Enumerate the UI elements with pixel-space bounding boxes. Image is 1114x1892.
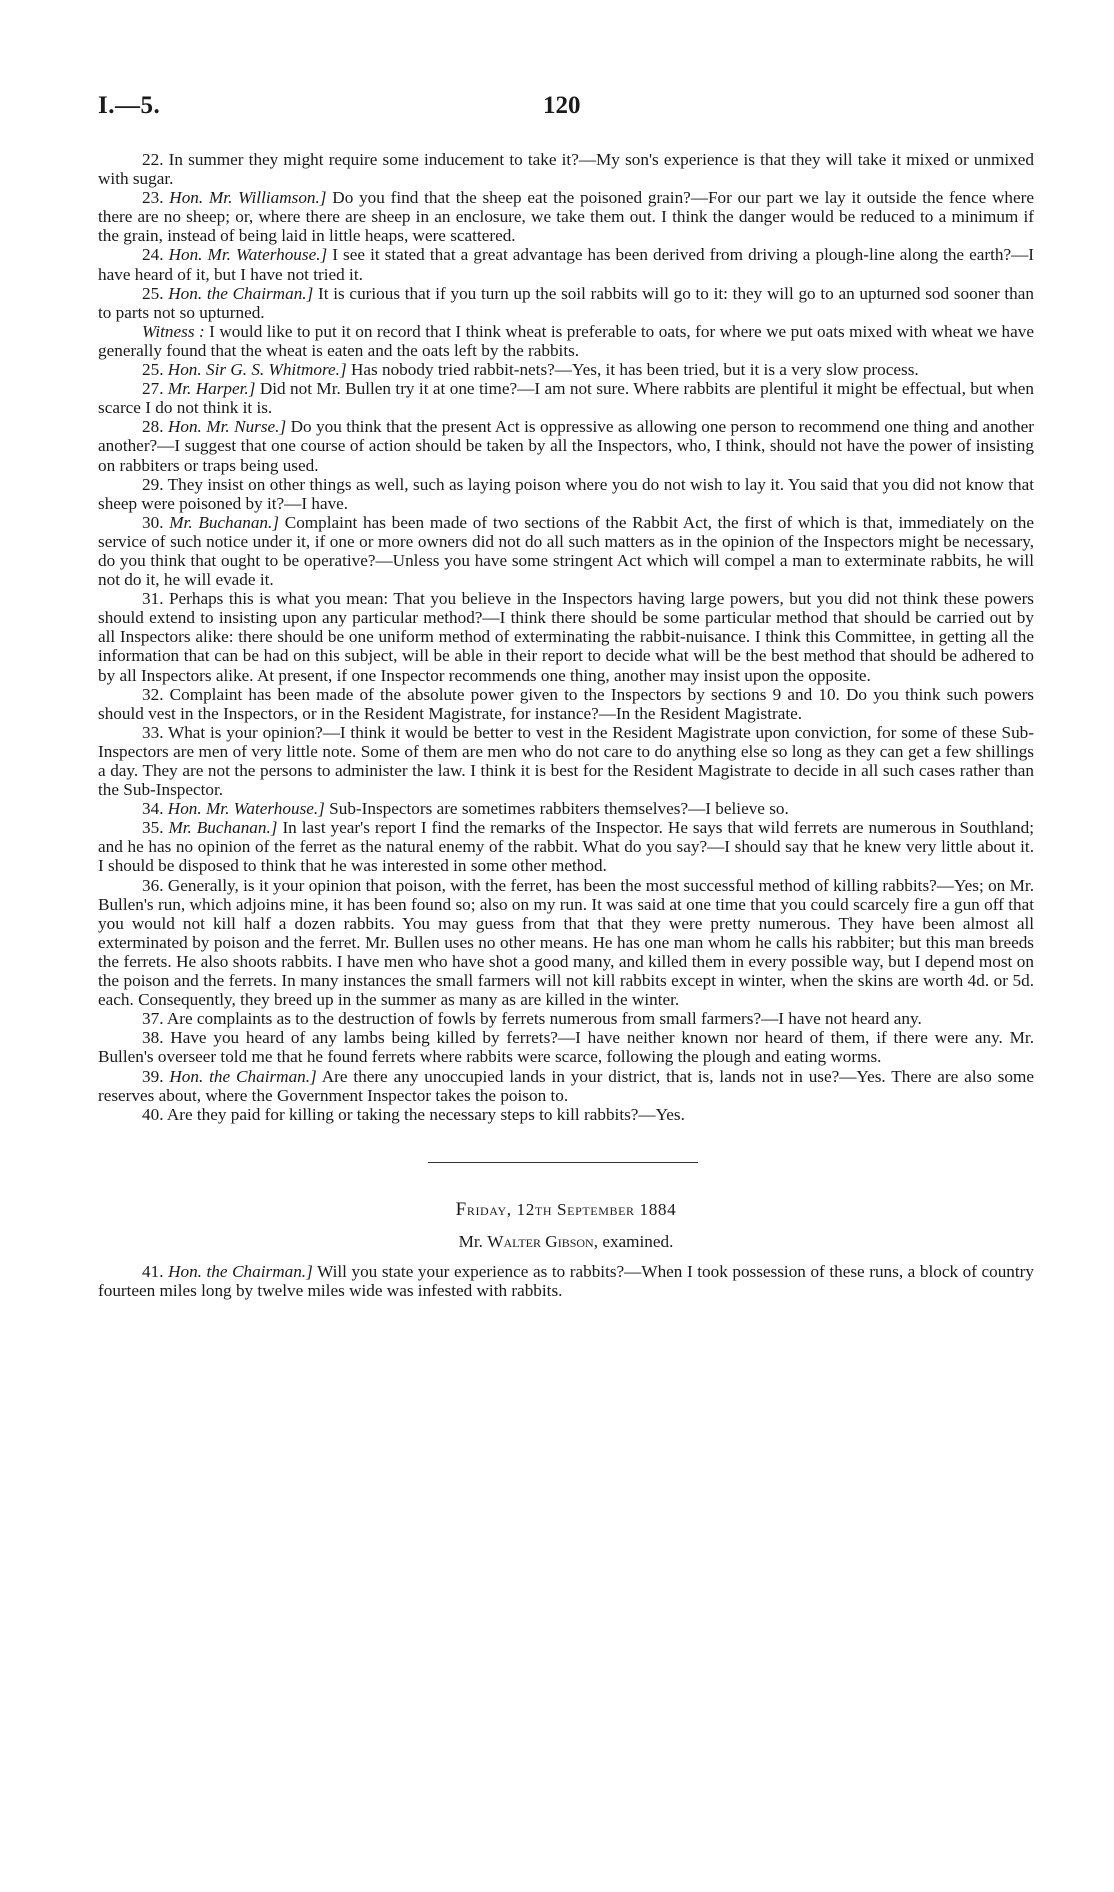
- paragraph-text: 36. Generally, is it your opinion that poison, with the ferret, has been the most successful method of killing rabbits?—Yes; on Mr. Bullen's run, which adjoins mine, it has been found so; also on my run. It was said at one time that you could scarcely fire a gun off that you would not kill half a dozen rabbits. You may guess from that that they were pretty numerous. They have been almost all exterminated by poison and the ferret. Mr. Bullen uses no other means. He has one man whom he calls his rabbiter; but this man breeds the ferrets. He also shoots rabbits. I have men who have shot a good many, and killed them in every possible way, but I depend most on the poison and the ferrets. In many instances the small farmers will not kill rabbits except in winter, when the skins are worth 4d. or 5d. each. Consequently, they breed up in the summer as many as are killed in the winter.: [98, 875, 1034, 1010]
- question-number: 39.: [142, 1066, 164, 1086]
- paragraph-text: Do you think that the present Act is oppressive as allowing one person to recommend one thing and another another?—I suggest that one course of action should be taken by all the Inspectors, who, I think, should not have the power of insisting on rabbiters or traps being used.: [98, 417, 1035, 475]
- evidence-paragraph: [98, 322, 1034, 360]
- paragraph-text: I would like to put it on record that I think wheat is preferable to oats, for where we put oats mixed with wheat we have generally found that the wheat is eaten and the oats left by the rabbits.: [98, 321, 1034, 360]
- page-header: [98, 92, 1034, 132]
- question-number: 35.: [142, 818, 164, 838]
- paragraph-text: Did not Mr. Bullen try it at one time?—I am not sure. Where rabbits are plentiful it might be effectual, but when scarce I do not think it is.: [98, 379, 1034, 418]
- final-paragraph: [98, 1262, 1034, 1300]
- question-number: 25.: [142, 283, 164, 303]
- speaker-name: Hon. the Chairman.]: [169, 1066, 317, 1086]
- paragraph-text: In last year's report I find the remarks of the Inspector. He says that wild ferrets are numerous in Southland; and he has no opinion of the ferret as the natural enemy of the rabbit. What do you say?—I should say that he knew very little about it. I should be disposed to think that he was interested in some other method.: [98, 818, 1035, 876]
- paragraph-text: Has nobody tried rabbit-nets?—Yes, it has been tried, but it is a very slow process.: [350, 360, 919, 380]
- question-number: 28.: [142, 417, 164, 437]
- document-body: [98, 150, 1034, 1300]
- paragraph-text: It is curious that if you turn up the soil rabbits will go to it: they will go to an upturned sod sooner than to parts not so upturned.: [98, 283, 1034, 322]
- evidence-paragraph: [98, 360, 1034, 379]
- evidence-paragraph: [98, 1009, 1034, 1028]
- paragraph-text: 29. They insist on other things as well, such as laying poison where you do not wish to lay it. You said that you did not know that sheep were poisoned by it?—I have.: [98, 474, 1034, 513]
- paragraph-text: Will you state your experience as to rabbits?—When I took possession of these runs, a block of country fourteen miles long by twelve miles wide was infested with rabbits.: [98, 1261, 1034, 1300]
- document-reference: I.—5.: [98, 92, 161, 119]
- paragraph-text: I see it stated that a great advantage has been derived from driving a plough-line along the earth?—I have heard of it, but I have not tried it.: [98, 245, 1035, 284]
- evidence-paragraph: [98, 1028, 1034, 1066]
- question-number: 27.: [142, 379, 164, 399]
- section-separator: [98, 1124, 1034, 1194]
- speaker-name: Hon. the Chairman.]: [168, 283, 314, 303]
- witness-heading: Mr. Walter Gibson, examined.: [458, 1231, 674, 1251]
- speaker-name: Hon. Mr. Waterhouse.]: [167, 799, 325, 819]
- question-number: 24.: [142, 245, 164, 265]
- horizontal-rule: [428, 1162, 698, 1163]
- session-date: Friday, 12th September 1884: [455, 1198, 677, 1220]
- speaker-name: Mr. Buchanan.]: [168, 818, 278, 838]
- question-number: 41.: [142, 1261, 164, 1281]
- evidence-paragraph: [98, 245, 1034, 283]
- evidence-paragraph: [98, 513, 1034, 589]
- evidence-paragraph: [98, 417, 1034, 474]
- evidence-paragraphs: [98, 150, 1034, 1124]
- evidence-paragraph: [98, 379, 1034, 417]
- question-number: 34.: [142, 799, 164, 819]
- evidence-paragraph: [98, 1105, 1034, 1124]
- speaker-name: Hon. Mr. Williamson.]: [169, 188, 327, 208]
- question-number: 30.: [142, 512, 164, 532]
- speaker-name: Hon. the Chairman.]: [168, 1261, 313, 1281]
- evidence-paragraph: [98, 475, 1034, 513]
- paragraph-text: Sub-Inspectors are sometimes rabbiters themselves?—I believe so.: [329, 799, 789, 819]
- page-number: 120: [543, 92, 581, 119]
- evidence-paragraph: [98, 284, 1034, 322]
- evidence-paragraph: [98, 876, 1034, 1010]
- evidence-paragraph: [98, 818, 1034, 875]
- speaker-name: Mr. Harper.]: [167, 379, 256, 399]
- evidence-paragraph: [98, 150, 1034, 188]
- paragraph-text: 32. Complaint has been made of the absolute power given to the Inspectors by sections 9 and 10. Do you think such powers should vest in the Inspectors, or in the Resident Magistrate, for instance?—In the Resident Magistrate.: [98, 684, 1034, 723]
- question-number: 25.: [142, 360, 164, 380]
- evidence-paragraph: [98, 685, 1034, 723]
- speaker-name: Hon. Mr. Nurse.]: [167, 417, 287, 437]
- speaker-name: Hon. Sir G. S. Whitmore.]: [167, 360, 347, 380]
- evidence-paragraph: [98, 799, 1034, 818]
- paragraph-text: Do you find that the sheep eat the poisoned grain?—For our part we lay it outside the fence where there are no sheep; or, where there are sheep in an enclosure, we take them out. I think the danger would be reduced to a minimum if the grain, instead of being laid in little heaps, were scattered.: [98, 188, 1035, 246]
- evidence-paragraph: [98, 589, 1034, 684]
- speaker-name: Witness :: [142, 321, 205, 341]
- paragraph-text: 37. Are complaints as to the destruction of fowls by ferrets numerous from small farmers?—I have not heard any.: [142, 1009, 922, 1029]
- evidence-paragraph: [98, 723, 1034, 799]
- paragraph-text: 33. What is your opinion?—I think it would be better to vest in the Resident Magistrate upon conviction, for some of these Sub-Inspectors are men of very little note. Some of them are men who do not care to do anything else so long as they can get a few shillings a day. They are not the persons to administer the law. I think it is best for the Resident Magistrate to decide in all such cases rather than the Sub-Inspector.: [98, 722, 1034, 800]
- speaker-name: Mr. Buchanan.]: [169, 512, 280, 532]
- evidence-paragraph: [98, 188, 1034, 245]
- paragraph-text: 31. Perhaps this is what you mean: That you believe in the Inspectors having large powers, but you did not think these powers should extend to insisting upon any particular method?—I think there should be some particular method that should be carried out by all Inspectors alike: there should be one uniform method of exterminating the rabbit-nuisance. I think this Committee, in getting all the information that can be had on this subject, will be able in their report to decide what will be the best method that should be adhered to by all Inspectors alike. At present, if one Inspector recommends one thing, another may insist upon the opposite.: [98, 589, 1034, 685]
- paragraph-text: Are there any unoccupied lands in your district, that is, lands not in use?—Yes. There are also some reserves about, where the Government Inspector takes the poison to.: [98, 1066, 1034, 1105]
- question-number: 23.: [142, 188, 164, 208]
- paragraph-text: 22. In summer they might require some inducement to take it?—My son's experience is that they will take it mixed or unmixed with sugar.: [98, 150, 1034, 189]
- paragraph-text: 40. Are they paid for killing or taking the necessary steps to kill rabbits?—Yes.: [142, 1104, 685, 1124]
- evidence-paragraph: [98, 1067, 1034, 1105]
- paragraph-text: 38. Have you heard of any lambs being killed by ferrets?—I have neither known nor heard of them, if there were any. Mr. Bullen's overseer told me that he found ferrets where rabbits were scarce, following the plough and eating worms.: [98, 1028, 1034, 1067]
- paragraph-text: Complaint has been made of two sections of the Rabbit Act, the first of which is that, immediately on the service of such notice under it, if one or more owners did not do all such matters as in the opinion of the Inspectors might be necessary, do you think that ought to be operative?—Unless you have some stringent Act which will compel a man to exterminate rabbits, he will not do it, he will evade it.: [98, 512, 1035, 590]
- speaker-name: Hon. Mr. Waterhouse.]: [168, 245, 328, 265]
